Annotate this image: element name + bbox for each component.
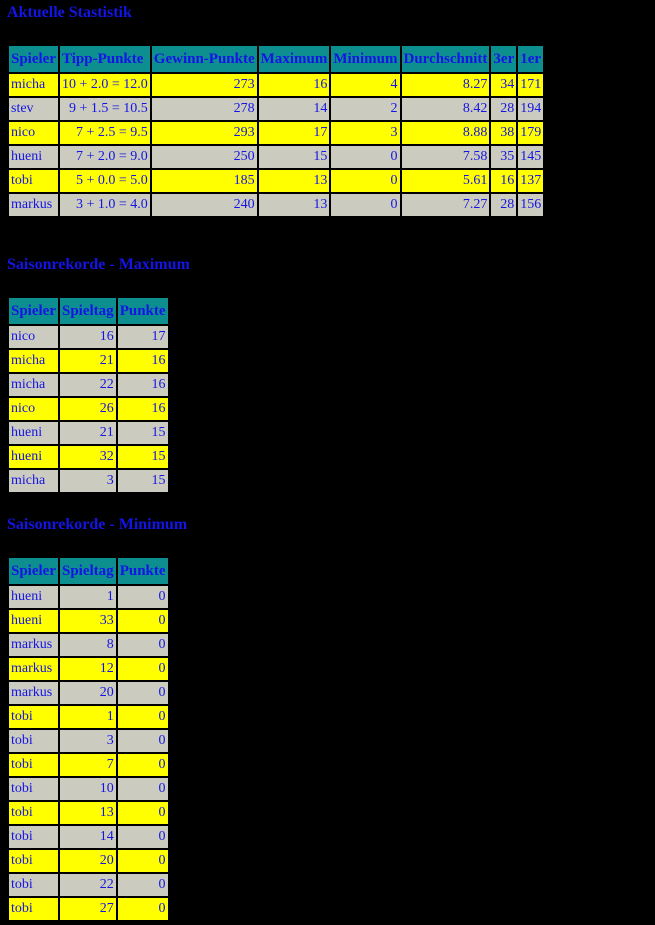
player-cell: hueni [9,422,58,444]
value-cell: 16 [60,326,116,348]
value-cell: 22 [60,374,116,396]
table-row [9,778,168,800]
table-row [9,658,168,680]
value-cell: 7 + 2.5 = 9.5 [60,122,150,144]
value-cell: 0 [118,874,168,896]
player-cell: tobi [9,826,58,848]
value-cell: 273 [152,74,257,96]
table-row [9,170,543,192]
stats-header-gewinn-punkte: Gewinn-Punkte [152,46,257,72]
value-cell: 32 [60,446,116,468]
value-cell: 10 [60,778,116,800]
stats-header-1er: 1er [518,46,543,72]
value-cell: 1 [60,706,116,728]
table-row [9,706,168,728]
table-row [9,446,168,468]
value-cell: 33 [60,610,116,632]
value-cell: 21 [60,350,116,372]
value-cell: 0 [118,634,168,656]
value-cell: 12 [60,658,116,680]
value-cell: 28 [491,194,516,216]
player-cell: markus [9,194,58,216]
value-cell: 22 [60,874,116,896]
player-cell: tobi [9,850,58,872]
value-cell: 278 [152,98,257,120]
min-records-title: Saisonrekorde - Minimum [7,516,188,533]
player-cell: micha [9,74,58,96]
value-cell: 7.27 [402,194,490,216]
player-cell: hueni [9,610,58,632]
value-cell: 0 [118,898,168,920]
player-cell: stev [9,98,58,120]
value-cell: 15 [259,146,330,168]
value-cell: 0 [118,802,168,824]
table-row [9,326,168,348]
min-records-table [7,556,170,922]
value-cell: 0 [118,586,168,608]
table-row [9,634,168,656]
table-row [9,586,168,608]
player-cell: nico [9,326,58,348]
value-cell: 293 [152,122,257,144]
value-cell: 0 [331,170,399,192]
value-cell: 0 [118,610,168,632]
value-cell: 8 [60,634,116,656]
table-row [9,850,168,872]
value-cell: 21 [60,422,116,444]
stats-header-minimum: Minimum [331,46,399,72]
value-cell: 13 [259,194,330,216]
min_records-header-spieltag: Spieltag [60,558,116,584]
table-row [9,422,168,444]
value-cell: 0 [118,682,168,704]
max_records-header-spieler: Spieler [9,298,58,324]
player-cell: tobi [9,706,58,728]
value-cell: 15 [118,422,168,444]
value-cell: 34 [491,74,516,96]
value-cell: 16 [118,374,168,396]
value-cell: 137 [518,170,543,192]
value-cell: 15 [118,446,168,468]
stats-header-durchschnitt: Durchschnitt [402,46,490,72]
stats-header-row [9,46,543,72]
value-cell: 13 [60,802,116,824]
max-header-row [9,298,168,324]
player-cell: hueni [9,586,58,608]
table-row [9,682,168,704]
min-body [9,586,168,920]
min_records-header-punkte: Punkte [118,558,168,584]
value-cell: 185 [152,170,257,192]
player-cell: markus [9,682,58,704]
value-cell: 3 + 1.0 = 4.0 [60,194,150,216]
value-cell: 194 [518,98,543,120]
value-cell: 5.61 [402,170,490,192]
table-row [9,754,168,776]
value-cell: 17 [259,122,330,144]
player-cell: nico [9,122,58,144]
value-cell: 7 + 2.0 = 9.0 [60,146,150,168]
value-cell: 8.42 [402,98,490,120]
table-row [9,374,168,396]
table-row [9,398,168,420]
stats-title: Aktuelle Stastistik [7,4,132,21]
value-cell: 13 [259,170,330,192]
value-cell: 28 [491,98,516,120]
min-header-row [9,558,168,584]
value-cell: 0 [118,850,168,872]
table-row [9,826,168,848]
player-cell: markus [9,658,58,680]
value-cell: 2 [331,98,399,120]
stats-header-spieler: Spieler [9,46,58,72]
player-cell: tobi [9,754,58,776]
stats-table [7,44,545,218]
value-cell: 20 [60,682,116,704]
player-cell: tobi [9,170,58,192]
player-cell: nico [9,398,58,420]
max_records-header-spieltag: Spieltag [60,298,116,324]
player-cell: micha [9,470,58,492]
value-cell: 1 [60,586,116,608]
player-cell: hueni [9,446,58,468]
player-cell: hueni [9,146,58,168]
player-cell: tobi [9,898,58,920]
player-cell: tobi [9,778,58,800]
value-cell: 8.27 [402,74,490,96]
value-cell: 0 [118,826,168,848]
value-cell: 14 [60,826,116,848]
player-cell: markus [9,634,58,656]
value-cell: 4 [331,74,399,96]
table-row [9,610,168,632]
value-cell: 35 [491,146,516,168]
value-cell: 9 + 1.5 = 10.5 [60,98,150,120]
value-cell: 250 [152,146,257,168]
value-cell: 16 [118,350,168,372]
value-cell: 16 [491,170,516,192]
value-cell: 5 + 0.0 = 5.0 [60,170,150,192]
stats-header-tipp-punkte: Tipp-Punkte [60,46,150,72]
player-cell: micha [9,374,58,396]
max-records-title: Saisonrekorde - Maximum [7,256,190,273]
value-cell: 0 [118,706,168,728]
value-cell: 8.88 [402,122,490,144]
min_records-header-spieler: Spieler [9,558,58,584]
player-cell: tobi [9,802,58,824]
table-row [9,802,168,824]
table-row [9,350,168,372]
stats-header-3er: 3er [491,46,516,72]
value-cell: 38 [491,122,516,144]
value-cell: 20 [60,850,116,872]
value-cell: 156 [518,194,543,216]
value-cell: 3 [331,122,399,144]
player-cell: tobi [9,874,58,896]
value-cell: 0 [118,658,168,680]
table-row [9,470,168,492]
value-cell: 0 [331,194,399,216]
value-cell: 26 [60,398,116,420]
value-cell: 15 [118,470,168,492]
value-cell: 179 [518,122,543,144]
table-row [9,874,168,896]
value-cell: 14 [259,98,330,120]
value-cell: 3 [60,730,116,752]
value-cell: 16 [118,398,168,420]
value-cell: 0 [331,146,399,168]
stats-body [9,74,543,216]
value-cell: 16 [259,74,330,96]
value-cell: 240 [152,194,257,216]
table-row [9,122,543,144]
value-cell: 3 [60,470,116,492]
value-cell: 10 + 2.0 = 12.0 [60,74,150,96]
player-cell: tobi [9,730,58,752]
table-row [9,74,543,96]
table-row [9,898,168,920]
max-body [9,326,168,492]
max-records-table [7,296,170,494]
value-cell: 27 [60,898,116,920]
table-row [9,730,168,752]
value-cell: 7 [60,754,116,776]
stats-header-maximum: Maximum [259,46,330,72]
table-row [9,98,543,120]
player-cell: micha [9,350,58,372]
value-cell: 145 [518,146,543,168]
table-row [9,146,543,168]
value-cell: 171 [518,74,543,96]
value-cell: 0 [118,778,168,800]
value-cell: 0 [118,754,168,776]
value-cell: 0 [118,730,168,752]
value-cell: 17 [118,326,168,348]
value-cell: 7.58 [402,146,490,168]
table-row [9,194,543,216]
max_records-header-punkte: Punkte [118,298,168,324]
